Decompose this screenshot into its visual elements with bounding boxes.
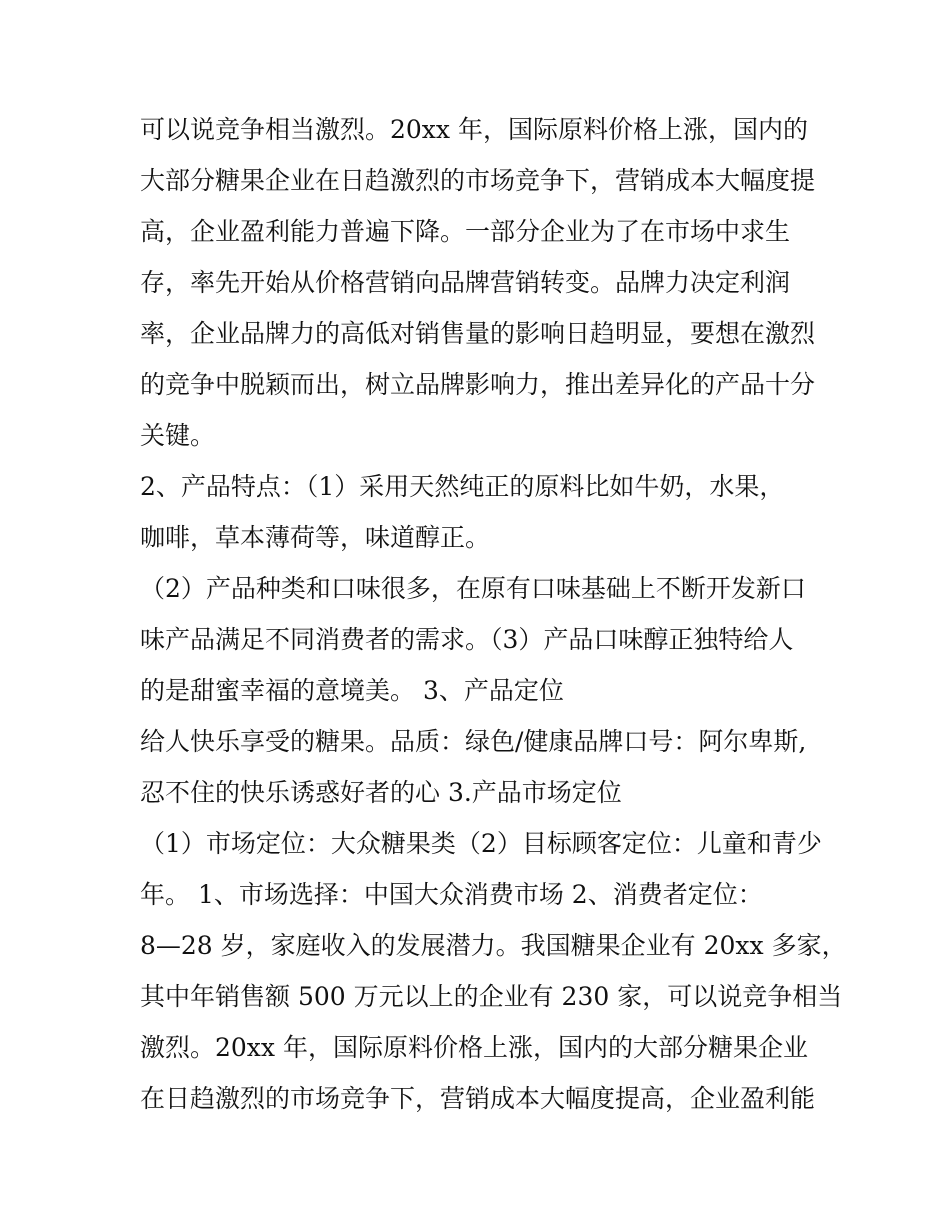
text-line-5: 率，企业品牌力的高低对销售量的影响日趋明显，要想在激烈 xyxy=(140,319,816,348)
text-line-7: 关键。 xyxy=(140,421,216,450)
text-line-2: 大部分糖果企业在日趋激烈的市场竞争下，营销成本大幅度提 xyxy=(140,166,816,195)
text-line-10: （2）产品种类和口味很多，在原有口味基础上不断开发新口 xyxy=(140,574,806,603)
text-line-9: 咖啡，草本薄荷等，味道醇正。 xyxy=(140,523,491,552)
text-line-17: 8—28 岁，家庭收入的发展潜力。我国糖果企业有 20xx 多家， xyxy=(140,931,847,960)
text-line-14: 忍不住的快乐诱惑好者的心 3.产品市场定位 xyxy=(140,778,622,807)
text-line-11: 味产品满足不同消费者的需求。（3）产品口味醇正独特给人 xyxy=(140,625,794,654)
text-line-19: 激烈。20xx 年，国际原料价格上涨，国内的大部分糖果企业 xyxy=(140,1033,808,1062)
text-line-15: （1）市场定位：大众糖果类（2）目标顾客定位：儿童和青少 xyxy=(140,829,822,858)
text-line-8: 2、产品特点：（1）采用天然纯正的原料比如牛奶，水果， xyxy=(140,472,785,501)
body-text xyxy=(140,104,847,1124)
text-line-18: 其中年销售额 500 万元以上的企业有 230 家，可以说竞争相当 xyxy=(140,982,843,1011)
text-line-4: 存，率先开始从价格营销向品牌营销转变。品牌力决定利润 xyxy=(140,268,791,297)
text-line-13: 给人快乐享受的糖果。品质：绿色/健康品牌口号：阿尔卑斯, xyxy=(140,727,807,756)
text-line-3: 高，企业盈利能力普遍下降。一部分企业为了在市场中求生 xyxy=(140,217,791,246)
text-line-20: 在日趋激烈的市场竞争下，营销成本大幅度提高，企业盈利能 xyxy=(140,1084,816,1113)
text-line-6: 的竞争中脱颖而出，树立品牌影响力，推出差异化的产品十分 xyxy=(140,370,816,399)
text-line-1: 可以说竞争相当激烈。20xx 年，国际原料价格上涨，国内的 xyxy=(140,115,808,144)
text-line-16: 年。 1、市场选择：中国大众消费市场 2、消费者定位： xyxy=(140,880,763,909)
text-line-12: 的是甜蜜幸福的意境美。 3、产品定位 xyxy=(140,676,564,705)
